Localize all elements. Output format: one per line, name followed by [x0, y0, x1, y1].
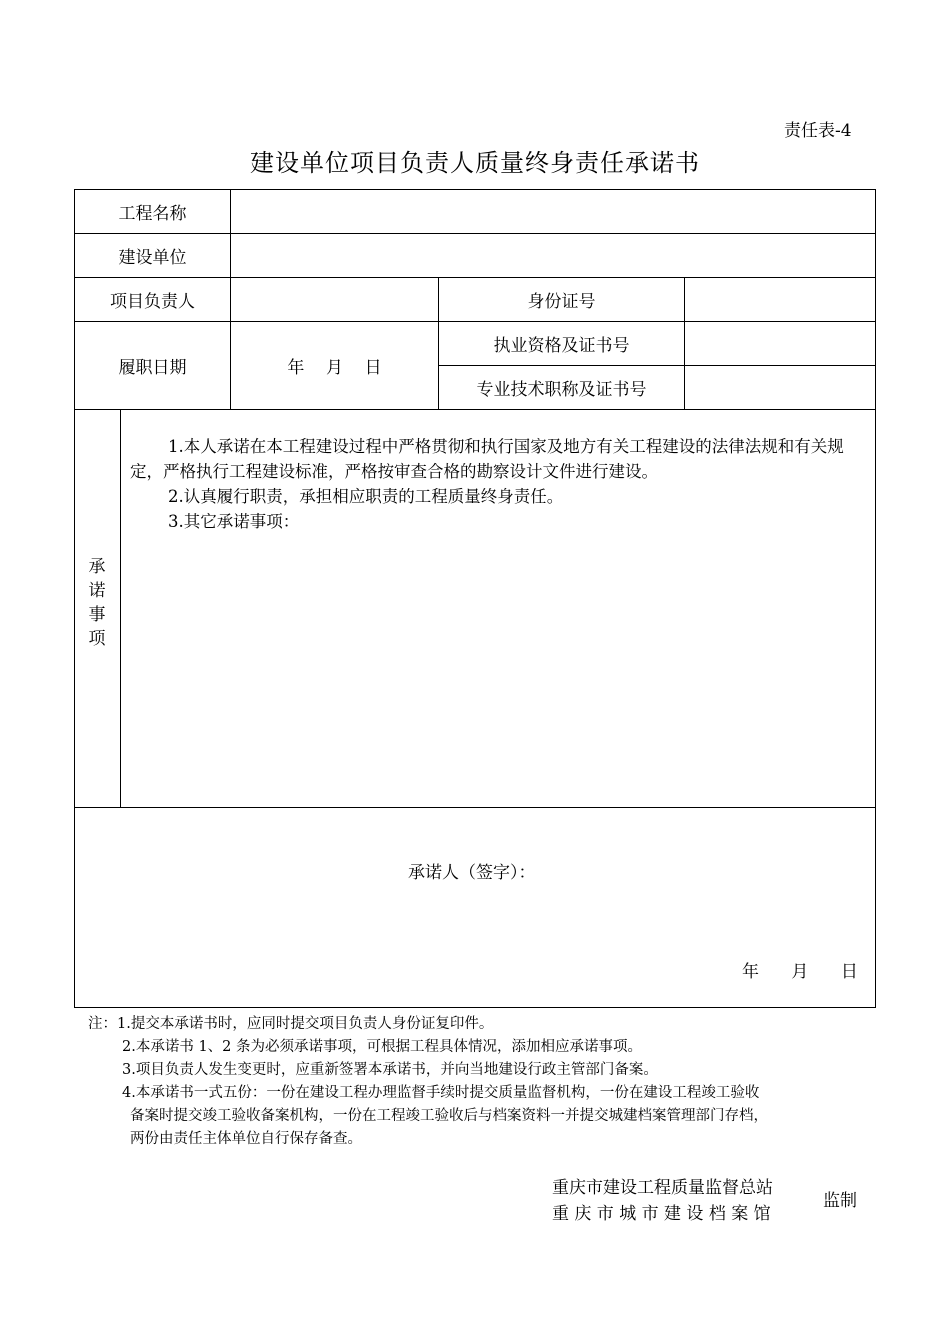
id-number-field[interactable]: [685, 278, 875, 321]
construction-unit-field[interactable]: [231, 234, 875, 277]
commitment-items-label: [75, 555, 119, 651]
label-char: 事: [88, 605, 106, 625]
document-title: 建设单位项目负责人质量终身责任承诺书: [250, 149, 700, 177]
row-divider: [74, 409, 876, 410]
signature-date: 年 月 日: [742, 962, 858, 982]
commitment-item-3: 3.其它承诺事项：: [168, 512, 300, 531]
duty-date-field[interactable]: 年 月 日: [287, 358, 382, 378]
label-char: 项: [88, 629, 106, 649]
project-leader-field[interactable]: [231, 278, 438, 321]
supervisor-org-2: 重 庆 市 城 市 建 设 档 案 馆: [552, 1204, 771, 1224]
commitment-text: [130, 434, 868, 534]
signature-label: 承诺人（签字）：: [408, 863, 536, 883]
supervisor-org-1: 重庆市建设工程质量监督总站: [552, 1178, 773, 1198]
duty-date-label: 履职日期: [118, 358, 187, 378]
label-char: 诺: [88, 581, 106, 601]
note-1: 注：1.提交本承诺书时，应同时提交项目负责人身份证复印件。: [88, 1016, 494, 1032]
label-char: 承: [88, 557, 106, 577]
row-divider: [74, 807, 876, 808]
title-cert-field[interactable]: [685, 366, 875, 409]
id-number-label: 身份证号: [527, 292, 596, 312]
qualification-field[interactable]: [685, 322, 875, 365]
qualification-label: 执业资格及证书号: [493, 336, 630, 356]
note-4: 4.本承诺书一式五份：一份在建设工程办理监督手续时提交质量监督机构，一份在建设工程竣工验收: [122, 1085, 760, 1101]
project-name-label: 工程名称: [118, 204, 187, 224]
construction-unit-label: 建设单位: [118, 248, 187, 268]
commitment-item-2: 2.认真履行职责，承担相应职责的工程质量终身责任。: [168, 487, 564, 506]
note-4-cont: 备案时提交竣工验收备案机构，一份在工程竣工验收后与档案资料一并提交城建档案管理部门存档，: [130, 1108, 768, 1124]
notes: [88, 1013, 868, 1151]
note-4-cont: 两份由责任主体单位自行保存备查。: [130, 1131, 362, 1147]
project-name-field[interactable]: [231, 190, 875, 233]
commitment-item-1: 1.本人承诺在本工程建设过程中严格贯彻和执行国家及地方有关工程建设的法律法规和有关规定，严格执行工程建设标准，严格按审查合格的勘察设计文件进行建设。: [130, 437, 844, 481]
note-3: 3.项目负责人发生变更时，应重新签署本承诺书，并向当地建设行政主管部门备案。: [122, 1062, 658, 1078]
form-number: 责任表-4: [784, 121, 852, 141]
project-leader-label: 项目负责人: [110, 292, 195, 312]
note-2: 2.本承诺书 1、2 条为必须承诺事项，可根据工程具体情况，添加相应承诺事项。: [122, 1039, 643, 1055]
supervised-by-label: 监制: [823, 1191, 857, 1211]
column-divider: [120, 409, 121, 807]
title-cert-label: 专业技术职称及证书号: [476, 380, 647, 400]
